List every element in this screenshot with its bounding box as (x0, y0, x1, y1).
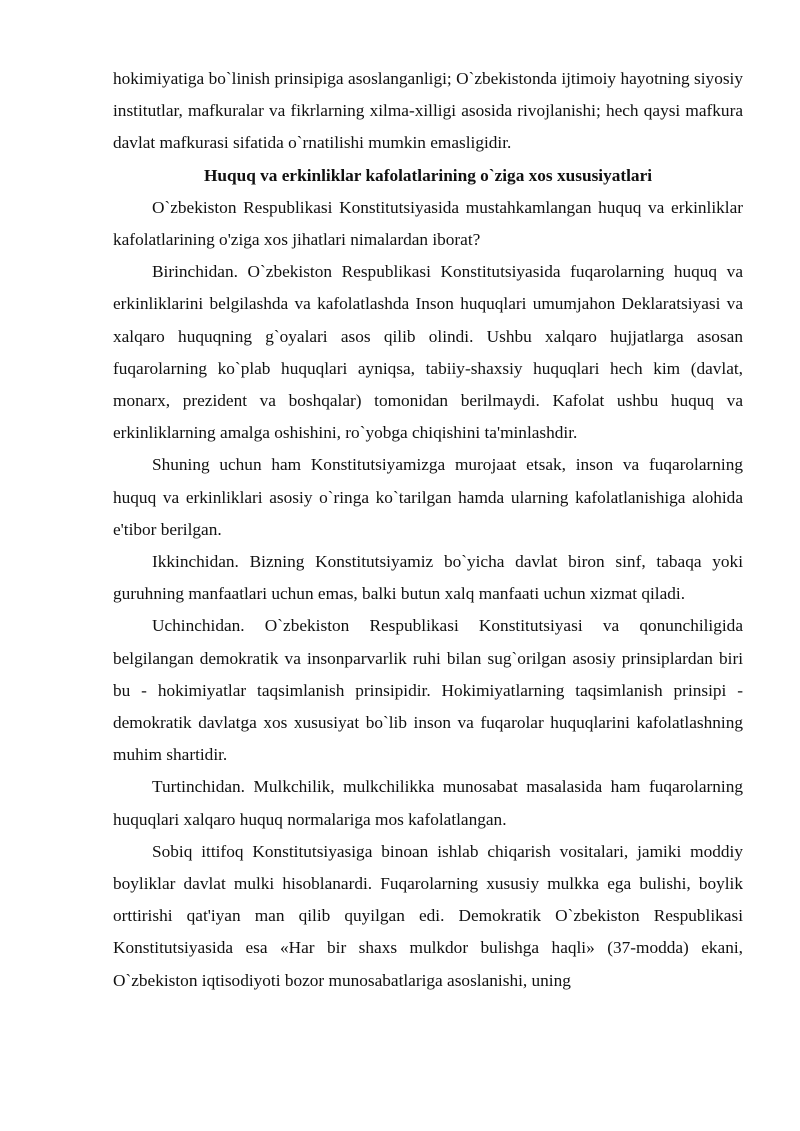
section-heading: Huquq va erkinliklar kafolatlarining o`ziga xos xususiyatlari (203, 165, 653, 185)
intro-paragraph: hokimiyatiga bo`linish prinsipiga asoslanganligi; O`zbekistonda ijtimoiy hayotning siyosiy institutlar, mafkuralar va fikrlarning xilma-xilligi asosida rivojlanishi; hech qaysi mafkura davlat mafkurasi sifatida o`rnatilishi mumkin emasligidir. (113, 69, 743, 153)
paragraph-fourth: Turtinchidan. Mulkchilik, mulkchilikka munosabat masalasida ham fuqarolarning huquqlari xalqaro huquq normalariga mos kafolatlangan. (113, 777, 743, 829)
paragraph-former-union: Sobiq ittifoq Konstitutsiyasiga binoan ishlab chiqarish vositalari, jamiki moddiy boyliklar davlat mulki hisoblanardi. Fuqarolarning xususiy mulkka ega bulishi, boylik orttirishi qat'iyan man qilib quyilgan edi. Demokratik O`zbekiston Respublikasi Konstitutsiyasida esa «Har bir shaxs mulkdor bulishga haqli» (37-modda) ekani, O`zbekiston iqtisodiyoti bozor munosabatlariga asoslanishi, uning (113, 841, 743, 990)
paragraph-second: Ikkinchidan. Bizning Konstitutsiyamiz bo`yicha davlat biron sinf, tabaqa yoki guruhning manfaatlari uchun emas, balki butun xalq manfaati uchun xizmat qiladi. (113, 552, 743, 604)
paragraph-third: Uchinchidan. O`zbekiston Respublikasi Konstitutsiyasi va qonunchiligida belgilangan demokratik va insonparvarlik ruhi bilan sug`orilgan asosiy prinsiplardan biri bu - hokimiyatlar taqsimlanish prinsipidir. Hokimiyatlarning taqsimlanish prinsipi - demokratik davlatga xos xususiyat bo`lib inson va fuqarolar huquqlarini kafolatlashning muhim shartidir. (113, 616, 743, 765)
paragraph-question: O`zbekiston Respublikasi Konstitutsiyasida mustahkamlangan huquq va erkinliklar kafolatlarining o'ziga xos jihatlari nimalardan iborat? (113, 197, 743, 250)
paragraph-first: Birinchidan. O`zbekiston Respublikasi Konstitutsiyasida fuqarolarning huquq va erkinliklarini belgilashda va kafolatlashda Inson huquqlari umumjahon Deklaratsiyasi va xalqaro huquqning g`oyalari asos qilib olindi. Ushbu xalqaro hujjatlarga asosan fuqarolarning ko`plab huquqlari ayniqsa, tabiiy-shaxsiy huquqlari hech kim (davlat, monarx, prezident va boshqalar) tomonidan berilmaydi. Kafolat ushbu huquq va erkinliklarning amalga oshishini, ro`yobga chiqishini ta'minlashdir. (113, 262, 743, 443)
paragraph-constitution-appeal: Shuning uchun ham Konstitutsiyamizga murojaat etsak, inson va fuqarolarning huquq va erkinliklari asosiy o`ringa ko`tarilgan hamda ularning kafolatlanishiga alohida e'tibor berilgan. (113, 455, 743, 539)
document-page (113, 63, 743, 997)
